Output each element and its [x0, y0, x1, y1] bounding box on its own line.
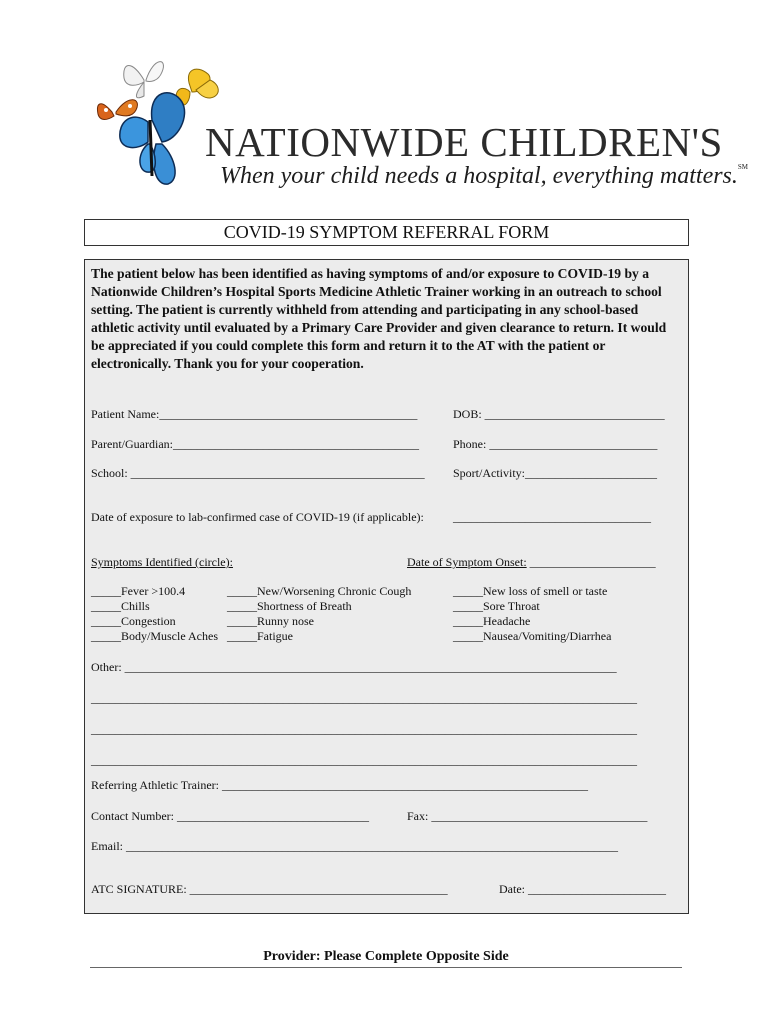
- symptom-loss-of-smell[interactable]: _____New loss of smell or taste: [453, 584, 608, 598]
- patient-name-field[interactable]: Patient Name:___________________________________________: [91, 407, 418, 421]
- symptom-onset-label: Date of Symptom Onset:: [407, 555, 527, 569]
- tagline-text: When your child needs a hospital, everything matters.: [220, 163, 738, 189]
- other-line-3[interactable]: ___________________________________________________________________________________________: [91, 753, 637, 767]
- contact-number-field[interactable]: Contact Number: ________________________________: [91, 809, 369, 823]
- brand-name: NATIONWIDE CHILDREN'S: [205, 119, 723, 165]
- symptoms-column-1: [91, 584, 218, 644]
- symptom-chills[interactable]: _____Chills: [91, 599, 150, 613]
- symptoms-label: Symptoms Identified (circle):: [91, 555, 233, 569]
- symptom-fatigue[interactable]: _____Fatigue: [227, 629, 293, 643]
- sport-activity-field[interactable]: Sport/Activity:______________________: [453, 466, 657, 480]
- school-field[interactable]: School: _________________________________________________: [91, 466, 425, 480]
- exposure-date-label: Date of exposure to lab-confirmed case of COVID-19 (if applicable):: [91, 510, 424, 524]
- butterflies-icon: [92, 50, 222, 200]
- symptoms-column-3: [453, 584, 611, 644]
- symptom-fever[interactable]: _____Fever >100.4: [91, 584, 186, 598]
- symptom-headache[interactable]: _____Headache: [453, 614, 531, 628]
- symptom-sore-throat[interactable]: _____Sore Throat: [453, 599, 540, 613]
- other-line-2[interactable]: ___________________________________________________________________________________________: [91, 722, 637, 736]
- symptom-cough[interactable]: _____New/Worsening Chronic Cough: [227, 584, 412, 598]
- symptom-onset-field[interactable]: [407, 555, 656, 570]
- referring-trainer-field[interactable]: Referring Athletic Trainer: _____________________________________________________________: [91, 778, 588, 792]
- symptom-nausea[interactable]: _____Nausea/Vomiting/Diarrhea: [453, 629, 612, 643]
- symptom-congestion[interactable]: _____Congestion: [91, 614, 176, 628]
- symptom-body-aches[interactable]: _____Body/Muscle Aches: [91, 629, 218, 643]
- other-field[interactable]: Other: __________________________________________________________________________________: [91, 660, 617, 674]
- parent-guardian-field[interactable]: Parent/Guardian:_________________________________________: [91, 437, 419, 451]
- phone-field[interactable]: Phone: ____________________________: [453, 437, 658, 451]
- symptom-onset-blank[interactable]: _____________________: [526, 555, 656, 569]
- atc-signature-field[interactable]: ATC SIGNATURE: ___________________________________________: [91, 882, 448, 896]
- dob-field[interactable]: DOB: ______________________________: [453, 407, 665, 421]
- other-line-1[interactable]: ___________________________________________________________________________________________: [91, 691, 637, 705]
- symptom-shortness-of-breath[interactable]: _____Shortness of Breath: [227, 599, 352, 613]
- email-field[interactable]: Email: __________________________________________________________________________________: [91, 839, 618, 853]
- exposure-date-field[interactable]: _________________________________: [453, 510, 651, 524]
- footer-note: Provider: Please Complete Opposite Side: [90, 949, 682, 968]
- intro-paragraph: The patient below has been identified as having symptoms of and/or exposure to COVID-19 by a Nationwide Children’s Hospital Sports Medicine Athletic Trainer working in an outreach to school setting. The patient is currently withheld from attending and participating in any school-based athletic activity until evaluated by a Primary Care Provider and given clearance to return. It would be appreciated if you could complete this form and return it to the AT with the patient or electronically. Thank you for your cooperation.: [91, 266, 667, 371]
- symptom-runny-nose[interactable]: _____Runny nose: [227, 614, 314, 628]
- form-title: COVID-19 SYMPTOM REFERRAL FORM: [84, 219, 689, 246]
- hospital-logo: [92, 50, 749, 200]
- service-mark: SM: [737, 163, 749, 171]
- fax-field[interactable]: Fax: ____________________________________: [407, 809, 648, 823]
- symptoms-column-2: [227, 584, 411, 644]
- tagline: [220, 163, 748, 190]
- date-field[interactable]: Date: _______________________: [499, 882, 666, 896]
- referral-form: [84, 259, 689, 914]
